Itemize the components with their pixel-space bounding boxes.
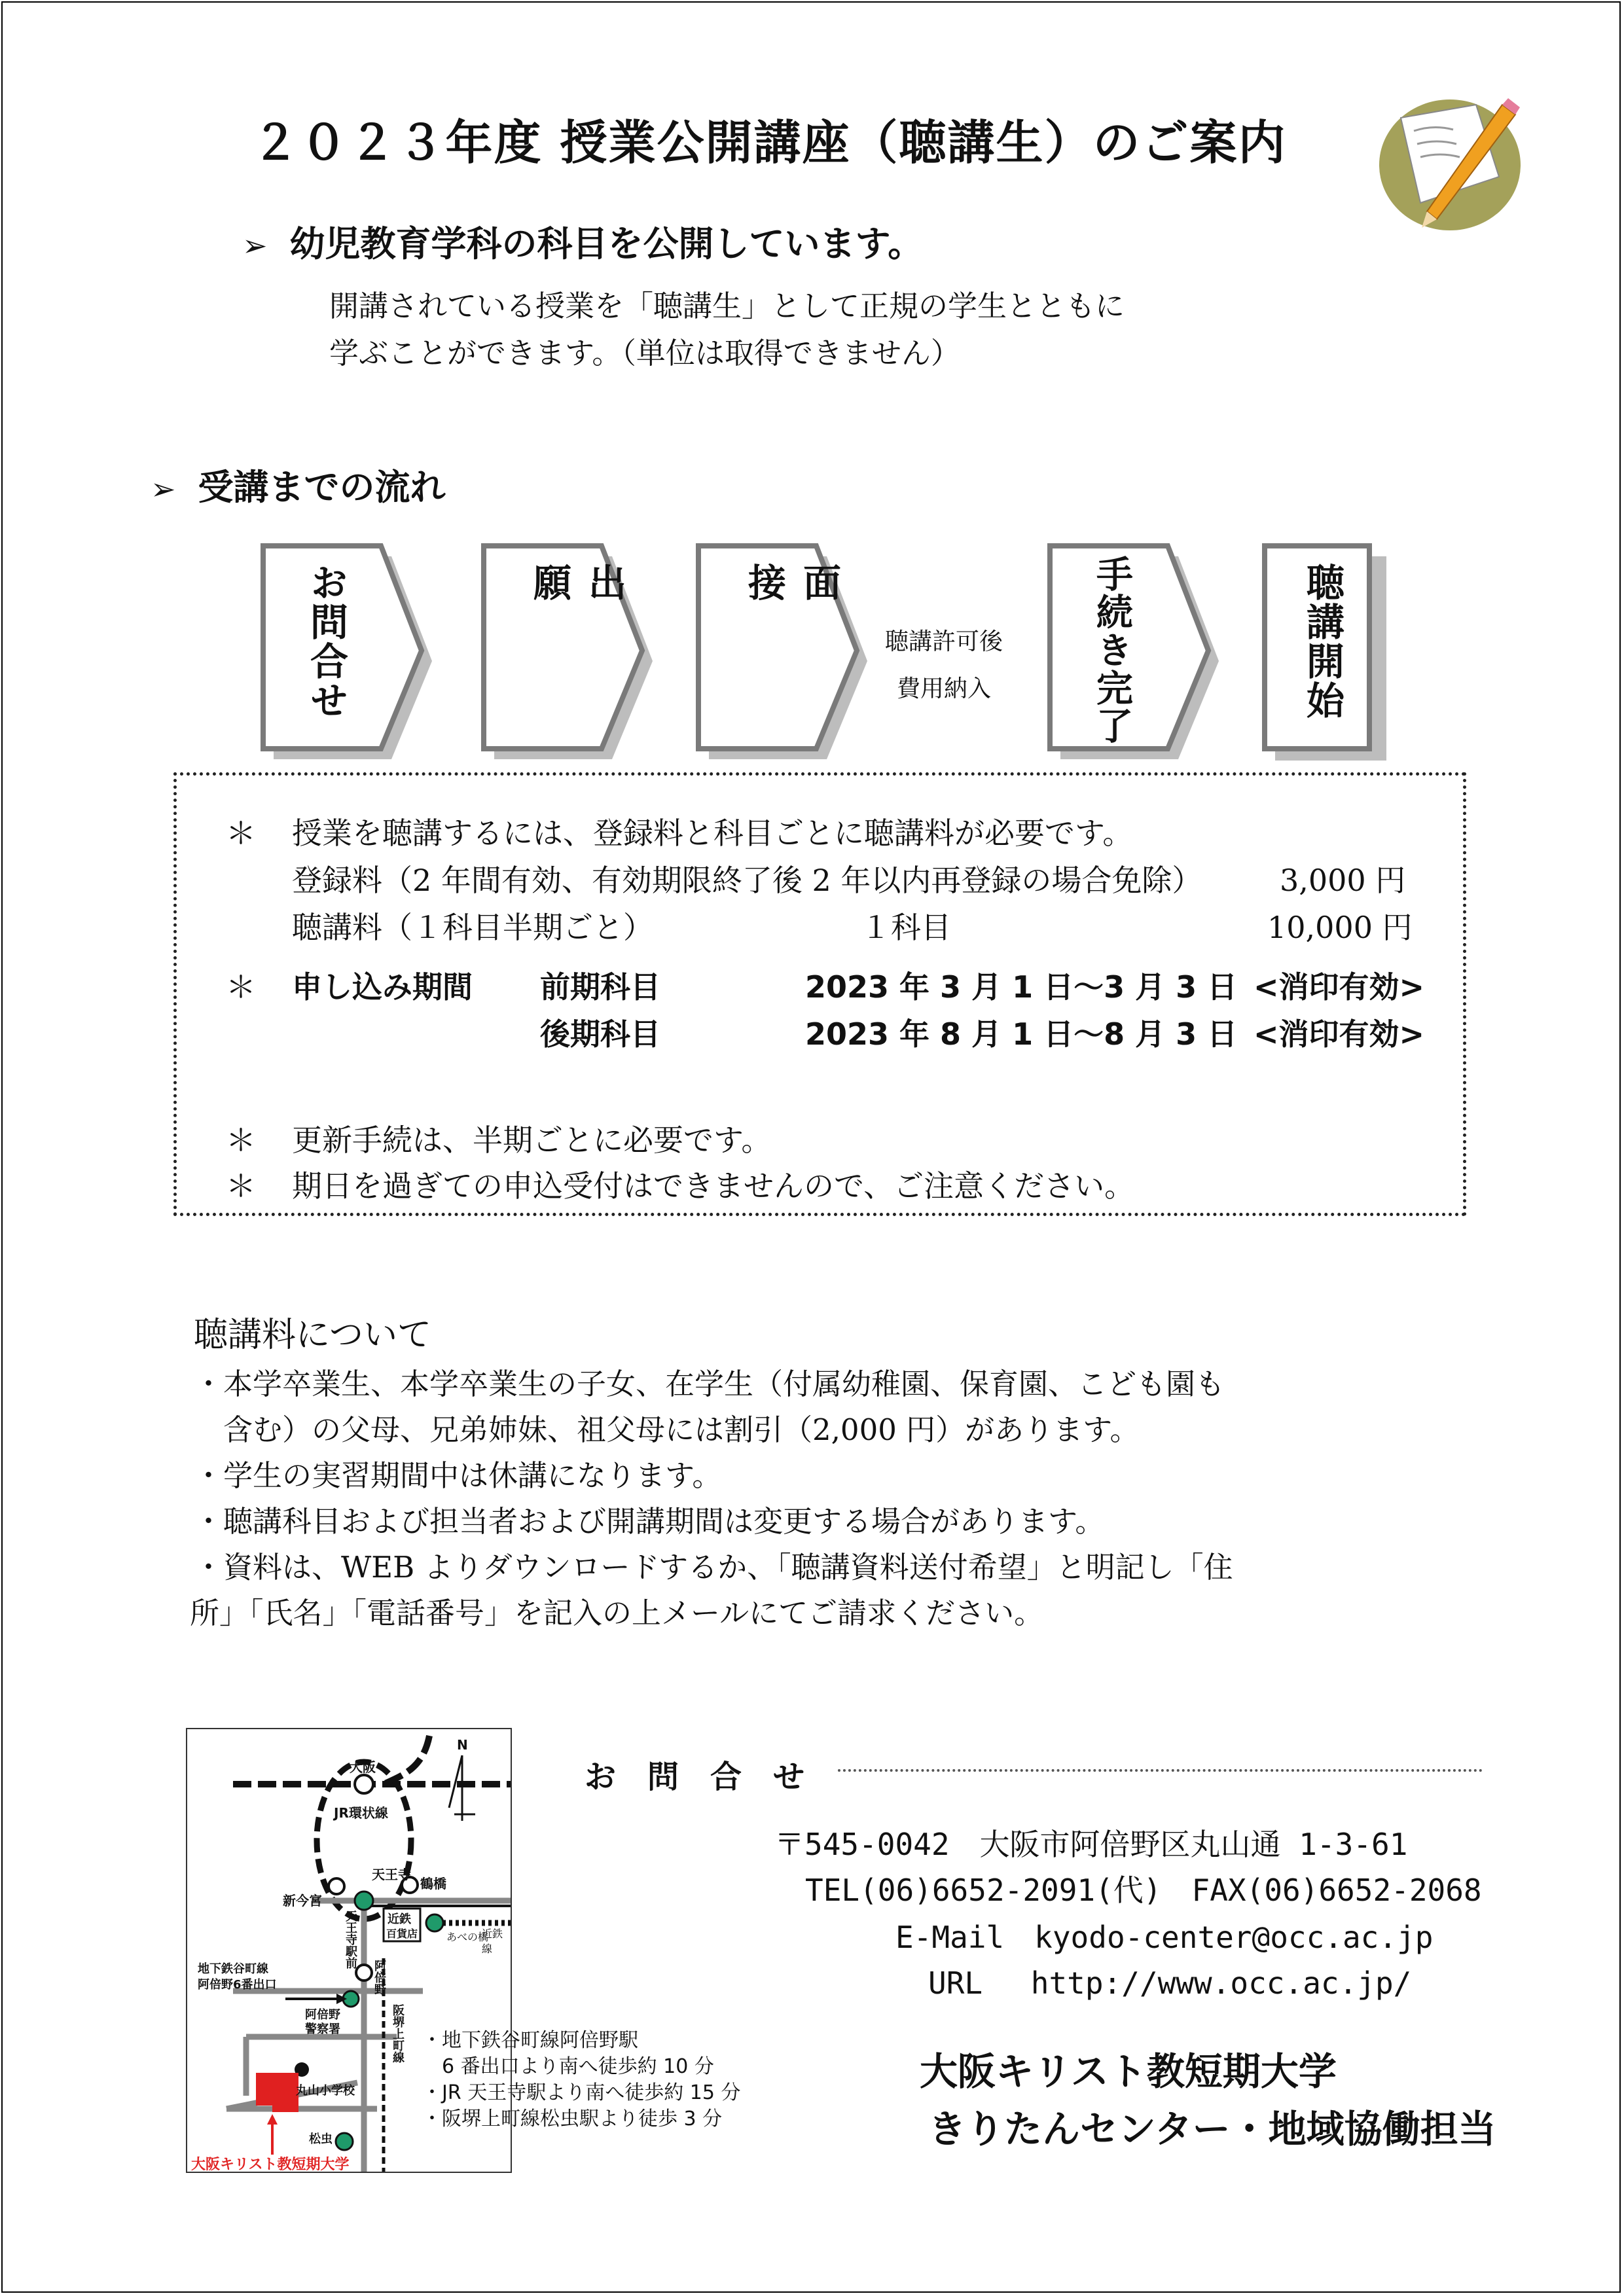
contact-divider [838, 1769, 1483, 1772]
map-label-tennoji: 天王寺 [372, 1867, 411, 1882]
arrow-bullet-icon: ➢ [151, 471, 176, 507]
access-directions [422, 2028, 740, 2132]
section1-description [329, 283, 1125, 377]
deadline-note: 期日を過ぎての申込受付はできませんので、ご注意ください。 [292, 1168, 1135, 1204]
map-label-jr-loop: JR環状線 [334, 1805, 388, 1821]
description-line: 開講されている授業を「聴講生」として正規の学生とともに [329, 289, 1125, 323]
map-label-osaka: 大阪 [350, 1759, 376, 1775]
flow-step-inquiry [261, 543, 431, 759]
map-label-kintetsu: 近鉄 [388, 1912, 411, 1926]
second-term-label: 後期科目 [540, 1016, 660, 1052]
second-term-dates: 2023 年 8 月 1 日～8 月 3 日 [805, 1016, 1238, 1052]
fee-info-line: ・聴講科目および担当者および開講期間は変更する場合があります。 [194, 1504, 1105, 1539]
description-line: 学ぶことができます。（単位は取得できません） [329, 336, 960, 370]
section2-heading-text: 受講までの流れ [198, 467, 446, 508]
map-label-school: 丸山小学校 [296, 2084, 355, 2098]
flow-step-procedure-complete [1047, 543, 1218, 759]
flow-step-label: お問合せ [304, 563, 348, 720]
section-heading-flow [151, 459, 446, 510]
map-label-college: 大阪キリスト教短期大学 [191, 2157, 350, 2173]
map-label-department-store: 百貨店 [386, 1928, 418, 1940]
asterisk-bullet: ＊ [226, 816, 256, 851]
fee-info-line: ・本学卒業生、本学卒業生の子女、在学生（付属幼稚園、保育園、こども園も [194, 1367, 1225, 1401]
flow-step-label: 聴講開始 [1300, 563, 1344, 720]
flow-step-label: 面 接 [742, 563, 841, 704]
flow-step-application [481, 543, 651, 759]
arrow-bullet-icon: ➢ [242, 228, 268, 263]
flow-step-interview [696, 543, 866, 759]
page-title: ２０２３年度 授業公開講座（聴講生）のご案内 [251, 115, 1287, 170]
map-label-abeno: 阿倍野 [372, 1960, 386, 1995]
map-label-subway: 地下鉄谷町線 [198, 1962, 268, 1976]
flow-between-note [885, 619, 1003, 713]
direction-line: ・JR 天王寺駅より南へ徒歩約 15 分 [422, 2081, 741, 2104]
fee-info-title: 聴講料について [194, 1316, 431, 1355]
fee-info-line: ・学生の実習期間中は休講になります。 [194, 1458, 722, 1493]
contact-heading: お 問 合 せ [585, 1759, 805, 1795]
registration-fee-label: 登録料（2 年間有効、有効期限終了後 2 年以内再登録の場合免除） [292, 863, 1202, 898]
direction-line: 6 番出口より南へ徒歩約 10 分 [422, 2055, 714, 2078]
asterisk-bullet: ＊ [226, 1168, 256, 1204]
renewal-note: 更新手続は、半期ごとに必要です。 [292, 1122, 772, 1158]
contact-address: 〒545-0042 大阪市阿倍野区丸山通 1-3-61 [774, 1827, 1408, 1862]
map-label-tennoji-ekimae: 天王寺駅前 [344, 1910, 357, 1969]
first-term-label: 前期科目 [540, 969, 660, 1005]
flow-step-start [1262, 543, 1432, 759]
postmark-note: <消印有効> [1254, 969, 1425, 1005]
flow-step-label: 手続き完了 [1091, 555, 1133, 745]
contact-url-link[interactable]: URL http://www.occ.ac.jp/ [928, 1965, 1412, 2001]
memo-pencil-icon [1375, 92, 1525, 236]
map-label-hankai-line: 阪堺上町線 [391, 2004, 405, 2063]
map-label-subway-exit: 阿倍野6番出口 [198, 1978, 277, 1992]
organization-name: 大阪キリスト教短期大学 [920, 2049, 1337, 2094]
flow-note-line: 費用納入 [897, 675, 992, 702]
postmark-note: <消印有効> [1254, 1016, 1425, 1052]
application-period-label: 申し込み期間 [292, 969, 473, 1005]
asterisk-bullet: ＊ [226, 969, 256, 1005]
direction-line: ・阪堺上町線松虫駅より徒歩 3 分 [422, 2108, 723, 2130]
map-label-police: 阿倍野警察署 [305, 2008, 340, 2036]
section-heading-public-courses [242, 216, 923, 266]
section1-heading-text: 幼児教育学科の科目を公開しています。 [289, 223, 924, 264]
map-label-abenobashi: あべの橋 [446, 1931, 489, 1943]
fee-info-line: 含む）の父母、兄弟姉妹、祖父母には割引（2,000 円）があります。 [194, 1412, 1140, 1447]
flow-step-label: 出 願 [527, 563, 626, 704]
map-label-kintetsu-line: 近鉄線 [482, 1928, 503, 1955]
tuition-fee-value: 10,000 円 [1267, 910, 1413, 945]
contact-phone-fax: TEL(06)6652-2091(代) FAX(06)6652-2068 [805, 1873, 1482, 1908]
fee-info-line: 所」「氏名」「電話番号」を記入の上メールにてご請求ください。 [190, 1596, 1044, 1630]
flow-note-line: 聴講許可後 [885, 628, 1003, 655]
registration-fee-value: 3,000 円 [1280, 863, 1406, 898]
direction-line: ・地下鉄谷町線阿倍野駅 [422, 2029, 638, 2052]
north-arrow-label: N [457, 1737, 468, 1753]
fee-intro-text: 授業を聴講するには、登録料と科目ごとに聴講料が必要です。 [292, 816, 1133, 851]
map-label-shin-imamiya: 新今宮 [283, 1893, 322, 1909]
map-label-tsuruhashi: 鶴橋 [420, 1876, 446, 1892]
map-label-matsumushi: 松虫 [309, 2132, 333, 2146]
organization-department: きりたんセンター・地域協働担当 [928, 2107, 1496, 2151]
tuition-unit: １科目 [861, 910, 951, 945]
first-term-dates: 2023 年 3 月 1 日～3 月 3 日 [805, 969, 1238, 1005]
fee-info-line: ・資料は、WEB よりダウンロードするか、「聴講資料送付希望」と明記し「住 [194, 1550, 1233, 1585]
contact-email[interactable]: E-Mail kyodo-center@occ.ac.jp [895, 1920, 1434, 1955]
tuition-fee-label: 聴講料（１科目半期ごと） [292, 910, 653, 945]
asterisk-bullet: ＊ [226, 1122, 256, 1158]
